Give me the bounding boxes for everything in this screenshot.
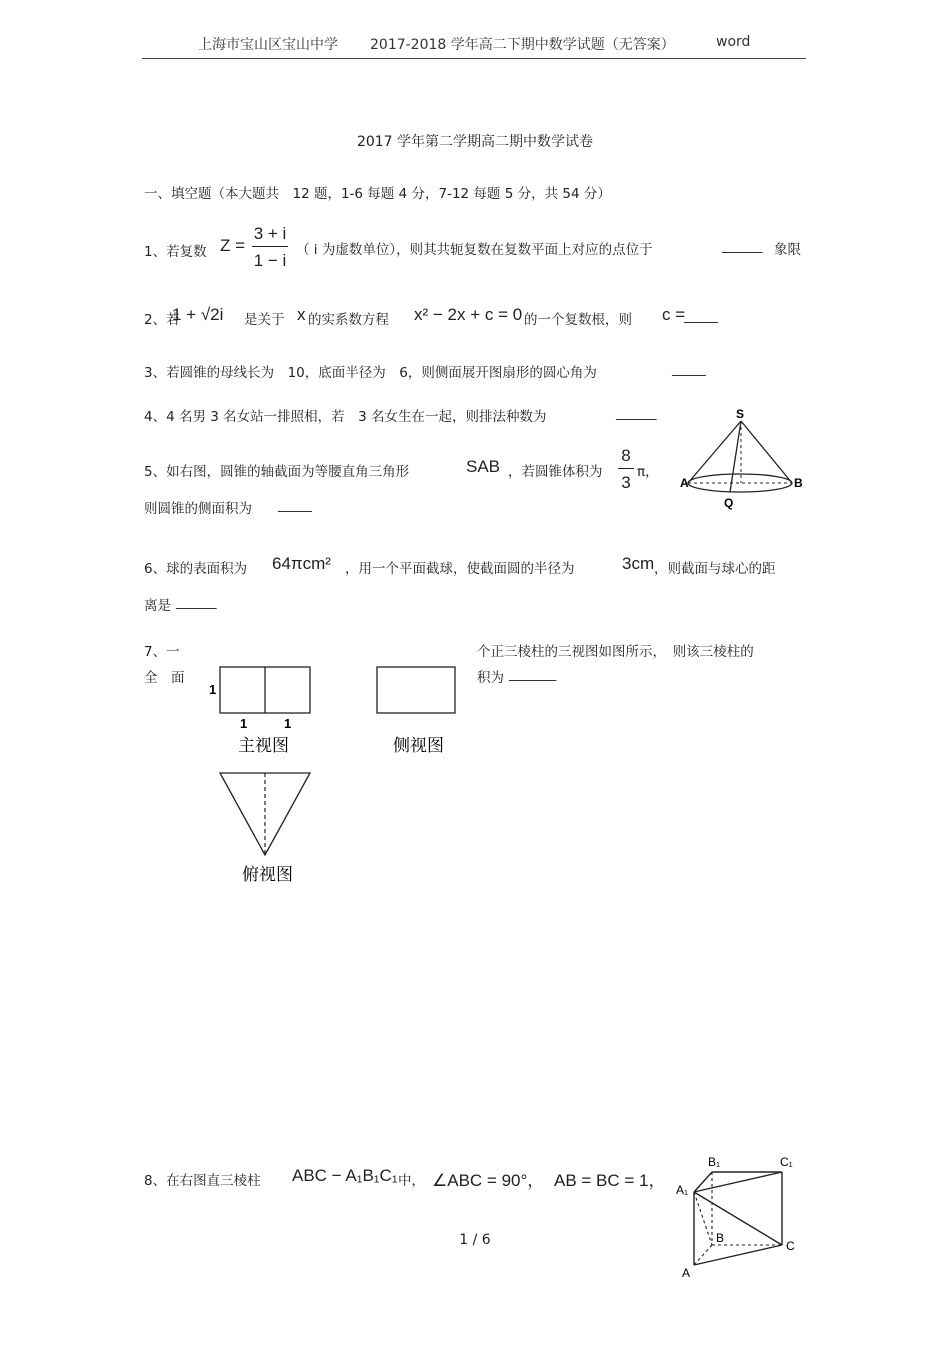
q5-line2: 则圆锥的侧面积为 xyxy=(144,501,252,517)
label-c: C xyxy=(786,1239,795,1253)
header-school: 上海市宝山区宝山中学 xyxy=(198,37,338,53)
top-view-caption: 俯视图 xyxy=(242,865,293,884)
q2-var: x xyxy=(297,305,306,324)
q5-pi: π， xyxy=(637,464,659,480)
header-title: 2017-2018 学年高二下期中数学试题（无答案） xyxy=(370,37,675,53)
q5-numerator: 8 xyxy=(621,446,631,465)
q3-blank: _____ xyxy=(672,361,706,377)
q7-blank: _______ xyxy=(509,666,557,682)
q1-denominator: 1 − i xyxy=(253,251,287,270)
q2-mid2: 的实系数方程 xyxy=(308,312,389,328)
q7-three-view-figure xyxy=(200,655,480,890)
edge-a1-c1 xyxy=(694,1172,782,1192)
q2-mid: 是关于 xyxy=(244,312,285,328)
q7-left2: 全 面 xyxy=(144,670,185,686)
q6-blank: ______ xyxy=(176,594,217,610)
header-tag: word xyxy=(716,34,751,50)
q6-line1a: 6、球的表面积为 xyxy=(144,561,248,577)
q8-text-a: 8、在右图直三棱柱 xyxy=(144,1173,261,1189)
cone-base-ellipse xyxy=(688,474,792,492)
q8-ab-bc: AB = BC = 1， xyxy=(554,1171,666,1190)
side-view-rect xyxy=(377,667,455,713)
q5-sab: SAB xyxy=(466,457,501,476)
label-b: B xyxy=(716,1231,725,1245)
q8-prism: ABC − A₁B₁C₁ xyxy=(292,1166,398,1185)
q6-line2: 离是 xyxy=(144,598,171,614)
q1-numerator: 3 + i xyxy=(253,224,287,243)
q5-line1: 5、如右图，圆锥的轴截面为等腰直角三角形 xyxy=(144,464,410,480)
q1-fraction-bar xyxy=(252,246,288,247)
label-c1: C₁ xyxy=(780,1155,793,1169)
q5-cone-figure xyxy=(680,405,810,515)
q2-root: 1 + √2i xyxy=(172,305,224,324)
q5-line1b: ，若圆锥体积为 xyxy=(508,464,603,480)
q8-text-b: 中， xyxy=(398,1173,425,1189)
q2-number: 2、若 xyxy=(144,312,180,328)
q8-angle: ∠ABC = 90°， xyxy=(432,1171,545,1190)
q6-line1b: ，用一个平面截球，使截面圆的半径为 xyxy=(345,561,575,577)
q2-tail: 的一个复数根，则 xyxy=(524,312,632,328)
q1-number: 1、若复数 xyxy=(144,244,207,260)
section-heading: 一、填空题（本大题共 12 题，1-6 每题 4 分，7-12 每题 5 分，共 54 分） xyxy=(144,186,611,202)
q8-prism-figure xyxy=(672,1150,808,1280)
doc-title: 2017 学年第二学期高二期中数学试卷 xyxy=(356,134,594,150)
q6-area: 64πcm² xyxy=(272,554,331,573)
q1-tail: 象限 xyxy=(774,242,801,258)
front-view-width-label-2: 1 xyxy=(284,716,292,731)
label-a: A xyxy=(682,1266,691,1280)
q3-text: 3、若圆锥的母线长为 10，底面半径为 6，则侧面展开图扇形的圆心角为 xyxy=(144,365,597,381)
q1-text: （ i 为虚数单位），则其共轭复数在复数平面上对应的点位于 xyxy=(296,242,653,258)
top-view-triangle xyxy=(220,773,310,855)
front-view-caption: 主视图 xyxy=(238,736,289,755)
q2-c: c = xyxy=(662,305,686,324)
label-b1: B₁ xyxy=(708,1155,721,1169)
cone-label-s: S xyxy=(736,407,745,421)
cone-label-a: A xyxy=(680,476,689,490)
q2-blank: _____ xyxy=(684,308,718,324)
q5-denominator: 3 xyxy=(621,473,631,492)
q7-left1: 7、一 xyxy=(144,644,180,660)
q5-blank: _____ xyxy=(278,497,312,513)
q6-line1c: ，则截面与球心的距 xyxy=(654,561,776,577)
cone-label-q: Q xyxy=(724,496,734,510)
edge-a-c xyxy=(694,1245,782,1265)
q1-blank: ______ xyxy=(722,238,763,254)
front-view-height-label: 1 xyxy=(209,682,217,697)
cone-label-b: B xyxy=(794,476,803,490)
header-rule xyxy=(142,58,806,59)
q6-radius: 3cm xyxy=(622,554,655,573)
label-a1: A₁ xyxy=(676,1183,689,1197)
q7-right1: 个正三棱柱的三视图如图所示， 则该三棱柱的 xyxy=(477,644,754,660)
q4-text: 4、4 名男 3 名女站一排照相，若 3 名女生在一起，则排法种数为 xyxy=(144,409,547,425)
q4-blank: ______ xyxy=(616,405,657,421)
q7-right2: 积为 xyxy=(477,670,504,686)
page-number: 1 / 6 xyxy=(459,1232,491,1248)
q5-fraction-bar xyxy=(618,468,634,469)
front-view-width-label-1: 1 xyxy=(240,716,248,731)
side-view-caption: 侧视图 xyxy=(393,736,444,755)
q1-z: Z = xyxy=(220,236,246,255)
q2-equation: x² − 2x + c = 0 xyxy=(414,305,523,324)
